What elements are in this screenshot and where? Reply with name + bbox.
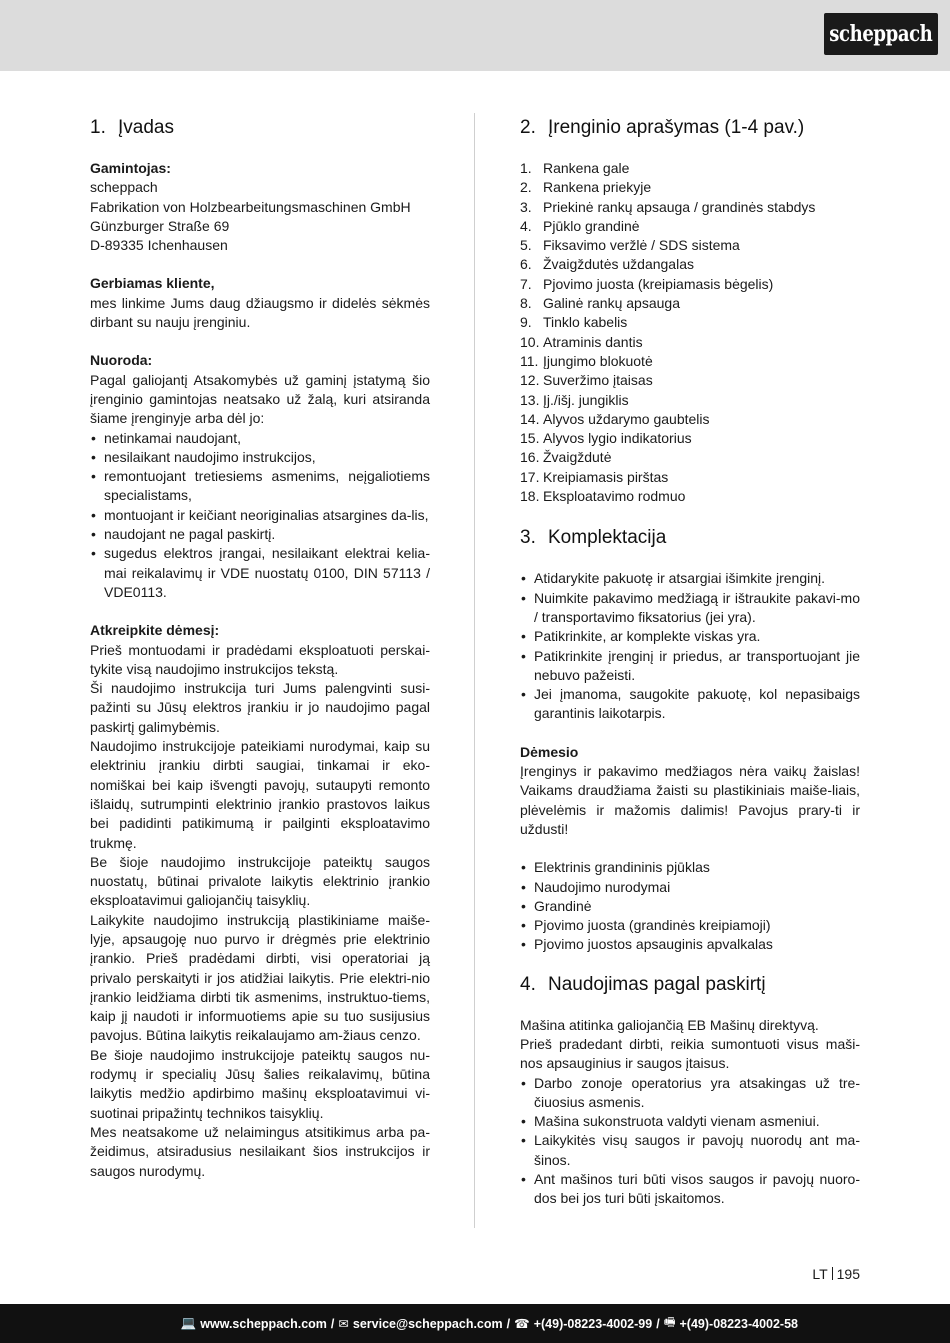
list-item: 17. Kreipiamasis pirštas [520,468,669,485]
address-line: D-89335 Ichenhausen [90,237,228,254]
list-item: • sugedus elektros įrangai, nesilaikant elektrai kelia-mai reikalavimų ir VDE nuostatų 0100, DIN 57113 / VDE0113. [90,544,430,602]
parts-list [520,159,860,506]
attention-paragraph: Laikykite naudojimo instrukciją plastikiniame maiše-lyje, apsaugoję nuo purvo ir drėgmės prie elektrinio įrankio. Prieš pradėdami dirbti, visi operatoriai ją privalo perskaityti ir jos atidžiai laikytis. Prie elektri-nio įrankio leidžiama dirbti tik asmenims, instruktuo-tiems, kaip jį naudoti ir informuotiems apie su tuo susijusius pavojus. Būtina laikytis reikalaujamo am-žiaus cenzo. [90,911,430,1044]
page-number-value: 195 [836,1266,860,1282]
attention-paragraph: Naudojimo instrukcijoje pateikiami nurodymai, kaip su elektriniu įrankiu dirbti saugiai, tinkamai ir eko-nomiškai bei kaip išvengti pavojų, sutaupyti remonto išlaidų, sutrumpinti elektrinio įrankio prastovos laikus bei padidinti patikimumą ir pailginti eksploatavimo trukmę. [90,738,430,851]
caution-label: Dėmesio [520,743,579,760]
unpacking-list [520,569,860,723]
list-item: • Nuimkite pakavimo medžiagą ir ištraukite pakavi-mo / transportavimo fiksatorius (jei yra). [520,589,860,628]
intended-use-text: Prieš pradedant dirbti, reikia sumontuoti visus maši-nos apsauginius ir saugos įtaisus. [520,1035,860,1072]
customer-text: mes linkime Jums daug džiaugsmo ir didelės sėkmės dirbant su nauju įrenginiu. [90,294,430,331]
list-item: • Patikrinkite įrenginį ir priedus, ar transportuojant jie nebuvo pažeisti. [520,647,860,686]
list-item: • Patikrinkite, ar komplekte viskas yra. [520,627,860,646]
list-item: 14. Alyvos uždarymo gaubtelis [520,410,710,427]
list-item: 12. Suveržimo įtaisas [520,372,653,389]
list-item: • Jei įmanoma, saugokite pakuotę, kol nepasibaigs garantinis laikotarpis. [520,685,860,724]
list-item: • Grandinė [520,897,860,916]
list-item: 11. Įjungimo blokuotė [520,352,653,369]
manufacturer-address [90,178,430,255]
intended-use-list [520,1074,860,1209]
header-band [0,0,950,71]
fax-icon: 🖷 [663,1315,676,1329]
list-item: • Naudojimo nurodymai [520,878,860,897]
column-divider [474,113,475,1228]
address-line: Günzburger Straße 69 [90,217,230,234]
list-item: • Pjovimo juosta (grandinės kreipiamoji) [520,916,860,935]
footer-bar: 💻 www.scheppach.com / ✉ service@scheppach.com / ☎ +(49)-08223-4002-99 / 🖷 +(49)-08223-4002-58 [0,1304,950,1343]
package-contents-list [520,858,860,954]
list-item: • Darbo zonoje operatorius yra atsakingas už tre-čiuosius asmenis. [520,1074,860,1113]
list-item: • Atidarykite pakuotę ir atsargiai išimkite įrenginį. [520,569,860,588]
list-item: 3. Priekinė rankų apsauga / grandinės stabdys [520,198,816,215]
list-item: 13. Įj./išj. jungiklis [520,391,629,408]
manufacturer-label: Gamintojas: [90,160,171,176]
email-link[interactable]: service@scheppach.com [352,1316,503,1331]
list-item: • montuojant ir keičiant neoriginalias atsargines da-lis, [90,506,430,525]
attention-label: Atkreipkite dėmesį: [90,622,220,639]
list-item: 18. Eksploatavimo rodmuo [520,488,686,505]
list-item: • Elektrinis grandininis pjūklas [520,858,860,877]
customer-label: Gerbiamas kliente, [90,275,215,292]
note-bullet-list [90,429,430,603]
attention-paragraph: Mes neatsakome už nelaimingus atsitikimus arba pa-žeidimus, atsiradusius nesilaikant šios instrukcijos ir saugos nurodymų. [90,1123,430,1179]
page-number [760,1264,860,1284]
phone-number: +(49)-08223-4002-99 [533,1316,653,1331]
list-item: 8. Galinė rankų apsauga [520,295,680,312]
list-item: 9. Tinklo kabelis [520,314,628,331]
list-item: • Pjovimo juostos apsauginis apvalkalas [520,935,860,954]
note-label: Nuoroda: [90,352,153,369]
address-line: scheppach [90,179,158,196]
attention-paragraph: Ši naudojimo instrukcija turi Jums palengvinti susi-pažinti su Jūsų elektros įrankiu ir jo naudojimo pagal paskirtį galimybėmis. [90,680,430,735]
list-item: 5. Fiksavimo veržlė / SDS sistema [520,237,740,254]
mail-icon: ✉ [338,1317,349,1331]
phone-icon: ☎ [514,1317,530,1331]
address-line: Fabrikation von Holzbearbeitungsmaschinen GmbH [90,198,411,215]
list-item: 1. Rankena gale [520,160,630,176]
list-item: • Laikykitės visų saugos ir pavojų nuorodų ant ma-šinos. [520,1131,860,1170]
attention-paragraph: Be šioje naudojimo instrukcijoje pateiktų saugos nu-rodymų ir specialių Jūsų šalies reikalavimų, būtina laikytis medžio apdirbimo mašinų eksploatavimui vi-suotinai pripažintų technikos taisyklių. [90,1046,430,1121]
computer-icon: 💻 [180,1316,197,1330]
brand-logo [824,13,938,55]
list-item: • netinkamai naudojant, [90,429,430,448]
language-code: LT [812,1266,828,1282]
right-column [520,114,860,1209]
list-item: 4. Pjūklo grandinė [520,217,640,234]
list-item: 7. Pjovimo juosta (kreipiamasis bėgelis) [520,275,774,292]
attention-paragraph: Be šioje naudojimo instrukcijoje pateiktų saugos nuostatų, būtinai privalote laikytis elektrinio įrankio eksploatavimui galiojančių taisyklių. [90,853,430,909]
list-item: • Ant mašinos turi būti visos saugos ir pavojų nuoro-dos bei jos turi būti įskaitomos. [520,1170,860,1209]
attention-paragraph: Prieš montuodami ir pradėdami eksploatuoti perskai-tykite visą naudojimo instrukcijos tekstą. [90,641,430,677]
brand-name: scheppach [829,21,933,47]
note-text: Pagal galiojantį Atsakomybės už gaminį įstatymą šio įrenginio gamintojas neatsako už žalą, kuri atsiranda šiame įrenginyje arba dėl jo: [90,371,430,427]
intended-use-text: Mašina atitinka galiojančią EB Mašinų direktyvą. [520,1016,819,1033]
fax-number: +(49)-08223-4002-58 [679,1316,798,1331]
list-item: • remontuojant tretiesiems asmenims, neįgaliotiems specialistams, [90,467,430,506]
list-item: • Mašina sukonstruota valdyti vienam asmeniui. [520,1112,860,1131]
list-item: 16. Žvaigždutė [520,449,612,466]
section-heading-intended-use: 4. Naudojimas pagal paskirtį [520,973,766,995]
list-item: 2. Rankena priekyje [520,179,652,196]
list-item: • naudojant ne pagal paskirtį. [90,525,430,544]
website-link[interactable]: www.scheppach.com [200,1316,327,1331]
section-heading-intro: 1. Įvadas [90,117,174,138]
list-item: • nesilaikant naudojimo instrukcijos, [90,448,430,467]
list-item: 6. Žvaigždutės uždangalas [520,256,694,273]
list-item: 10. Atraminis dantis [520,333,643,350]
list-item: 15. Alyvos lygio indikatorius [520,430,692,447]
left-column [90,114,430,1181]
section-heading-description: 2. Įrenginio aprašymas (1-4 pav.) [520,117,805,138]
caution-text: Įrenginys ir pakavimo medžiagos nėra vaikų žaislas! Vaikams draudžiama žaisti su plastikiniais maiše-liais, plėvelėmis ir mažomis dalimis! Pavojus prary-ti ir uždusti! [520,763,860,837]
section-heading-contents: 3. Komplektacija [520,527,667,549]
